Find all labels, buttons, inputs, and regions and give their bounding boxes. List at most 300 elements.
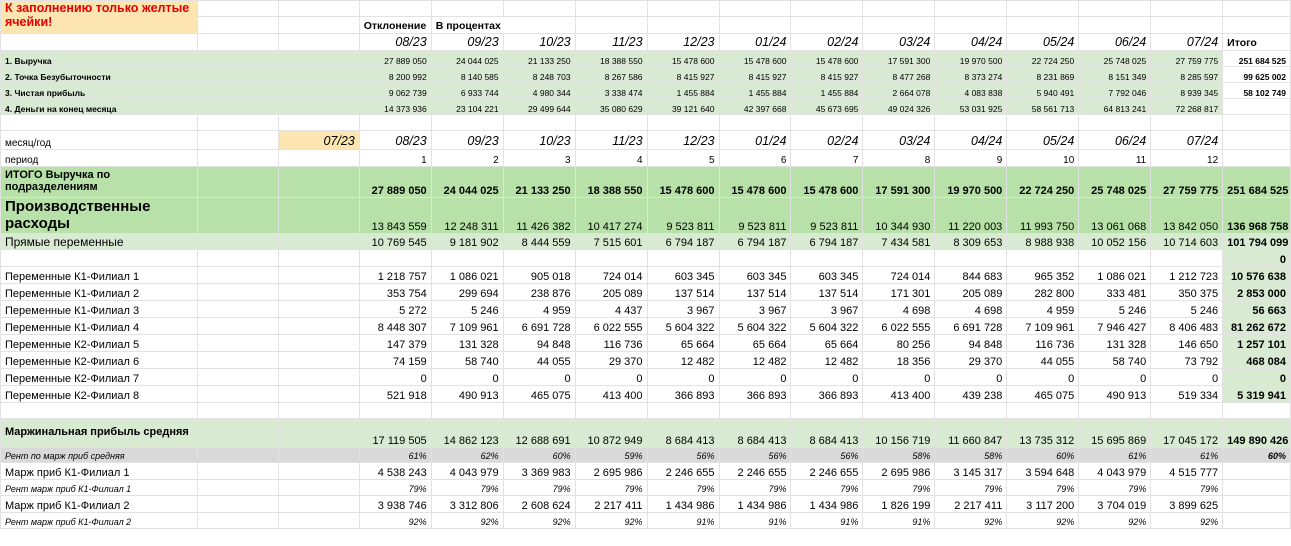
row-label[interactable]: Прямые переменные xyxy=(1,234,198,250)
empty-cell[interactable] xyxy=(1223,131,1291,150)
empty-cell[interactable] xyxy=(1,250,198,267)
notice-cell[interactable]: К заполнению только желтые ячейки! xyxy=(1,1,198,34)
value-cell[interactable]: 8 448 307 xyxy=(359,318,431,335)
value-cell[interactable]: 21 133 250 xyxy=(503,51,575,67)
value-cell[interactable]: 6 022 555 xyxy=(863,318,935,335)
value-cell[interactable]: 8 477 268 xyxy=(863,67,935,83)
value-cell[interactable]: 24 044 025 xyxy=(431,167,503,198)
value-cell[interactable]: 92% xyxy=(1007,513,1079,529)
row-label[interactable]: месяц/год xyxy=(1,131,198,150)
value-cell[interactable]: 413 400 xyxy=(575,386,647,403)
value-cell[interactable]: 17 045 172 xyxy=(1151,419,1223,448)
period-cell[interactable]: 6 xyxy=(719,150,791,167)
month-cell[interactable]: 10/23 xyxy=(503,131,575,150)
value-cell[interactable]: 13 735 312 xyxy=(1007,419,1079,448)
row-label[interactable]: Производственные расходы xyxy=(1,198,198,234)
value-cell[interactable]: 91% xyxy=(791,513,863,529)
value-cell[interactable]: 39 121 640 xyxy=(647,99,719,115)
empty-cell[interactable] xyxy=(1151,403,1223,419)
value-cell[interactable]: 15 695 869 xyxy=(1079,419,1151,448)
row-label[interactable]: Переменные К2-Филиал 6 xyxy=(1,352,198,369)
value-cell[interactable]: 0 xyxy=(503,369,575,386)
row-label[interactable]: Переменные К2-Филиал 8 xyxy=(1,386,198,403)
value-cell[interactable]: 8 151 349 xyxy=(1079,67,1151,83)
empty-cell[interactable] xyxy=(197,131,278,150)
total-cell[interactable]: 136 968 758 xyxy=(1223,198,1291,234)
row-label[interactable]: Рент марж приб К1-Филиал 1 xyxy=(1,480,198,496)
empty-cell[interactable] xyxy=(935,17,1007,34)
value-cell[interactable]: 11 220 003 xyxy=(935,198,1007,234)
value-cell[interactable]: 3 899 625 xyxy=(1151,496,1223,513)
value-cell[interactable]: 19 970 500 xyxy=(935,167,1007,198)
empty-cell[interactable] xyxy=(279,480,359,496)
value-cell[interactable]: 8 415 927 xyxy=(719,67,791,83)
value-cell[interactable]: 7 946 427 xyxy=(1079,318,1151,335)
value-cell[interactable]: 353 754 xyxy=(359,284,431,301)
empty-cell[interactable] xyxy=(575,250,647,267)
value-cell[interactable]: 79% xyxy=(647,480,719,496)
value-cell[interactable]: 58 740 xyxy=(431,352,503,369)
total-cell[interactable]: 251 684 525 xyxy=(1223,51,1291,67)
empty-cell[interactable] xyxy=(719,403,791,419)
month-header[interactable]: 01/24 xyxy=(719,34,791,51)
value-cell[interactable]: 1 218 757 xyxy=(359,267,431,284)
value-cell[interactable]: 9 181 902 xyxy=(431,234,503,250)
value-cell[interactable]: 29 499 644 xyxy=(503,99,575,115)
value-cell[interactable]: 4 538 243 xyxy=(359,463,431,480)
empty-cell[interactable] xyxy=(197,403,278,419)
value-cell[interactable]: 2 695 986 xyxy=(863,463,935,480)
value-cell[interactable]: 137 514 xyxy=(647,284,719,301)
empty-cell[interactable] xyxy=(431,403,503,419)
month-header[interactable]: 05/24 xyxy=(1007,34,1079,51)
month-header[interactable]: 11/23 xyxy=(575,34,647,51)
value-cell[interactable]: 60% xyxy=(503,448,575,463)
value-cell[interactable]: 7 515 601 xyxy=(575,234,647,250)
value-cell[interactable]: 44 055 xyxy=(1007,352,1079,369)
value-cell[interactable]: 58% xyxy=(935,448,1007,463)
empty-cell[interactable] xyxy=(197,284,278,301)
value-cell[interactable]: 29 370 xyxy=(575,352,647,369)
value-cell[interactable]: 2 217 411 xyxy=(935,496,1007,513)
value-cell[interactable]: 299 694 xyxy=(431,284,503,301)
value-cell[interactable]: 146 650 xyxy=(1151,335,1223,352)
value-cell[interactable]: 13 843 559 xyxy=(359,198,431,234)
value-cell[interactable]: 0 xyxy=(863,369,935,386)
empty-cell[interactable] xyxy=(791,17,863,34)
month-header[interactable]: 06/24 xyxy=(1079,34,1151,51)
empty-cell[interactable] xyxy=(279,301,359,318)
month-cell[interactable]: 11/23 xyxy=(575,131,647,150)
value-cell[interactable]: 49 024 326 xyxy=(863,99,935,115)
value-cell[interactable]: 366 893 xyxy=(719,386,791,403)
empty-cell[interactable] xyxy=(503,1,575,17)
month-header[interactable]: 10/23 xyxy=(503,34,575,51)
row-label[interactable]: 1. Выручка xyxy=(1,51,360,67)
value-cell[interactable]: 5 246 xyxy=(431,301,503,318)
empty-cell[interactable] xyxy=(197,250,278,267)
total-cell[interactable] xyxy=(1223,496,1291,513)
value-cell[interactable]: 5 604 322 xyxy=(791,318,863,335)
value-cell[interactable]: 8 406 483 xyxy=(1151,318,1223,335)
value-cell[interactable]: 0 xyxy=(575,369,647,386)
value-cell[interactable]: 94 848 xyxy=(503,335,575,352)
value-cell[interactable]: 91% xyxy=(647,513,719,529)
empty-cell[interactable] xyxy=(279,1,359,17)
empty-cell[interactable] xyxy=(197,369,278,386)
value-cell[interactable]: 0 xyxy=(719,369,791,386)
value-cell[interactable]: 0 xyxy=(647,369,719,386)
value-cell[interactable]: 490 913 xyxy=(431,386,503,403)
value-cell[interactable]: 3 338 474 xyxy=(575,83,647,99)
empty-cell[interactable] xyxy=(503,403,575,419)
value-cell[interactable]: 465 075 xyxy=(503,386,575,403)
value-cell[interactable]: 14 862 123 xyxy=(431,419,503,448)
value-cell[interactable]: 3 312 806 xyxy=(431,496,503,513)
value-cell[interactable]: 6 933 744 xyxy=(431,83,503,99)
empty-cell[interactable] xyxy=(197,318,278,335)
value-cell[interactable]: 4 980 344 xyxy=(503,83,575,99)
empty-cell[interactable] xyxy=(935,1,1007,17)
value-cell[interactable]: 15 478 600 xyxy=(719,167,791,198)
empty-cell[interactable] xyxy=(279,34,359,51)
value-cell[interactable]: 8 309 653 xyxy=(935,234,1007,250)
value-cell[interactable]: 5 272 xyxy=(359,301,431,318)
value-cell[interactable]: 8 684 413 xyxy=(647,419,719,448)
empty-cell[interactable] xyxy=(279,463,359,480)
value-cell[interactable]: 965 352 xyxy=(1007,267,1079,284)
empty-cell[interactable] xyxy=(1151,115,1223,131)
total-cell[interactable] xyxy=(1223,99,1291,115)
value-cell[interactable]: 5 246 xyxy=(1079,301,1151,318)
month-cell[interactable]: 12/23 xyxy=(647,131,719,150)
value-cell[interactable]: 8 140 585 xyxy=(431,67,503,83)
value-cell[interactable]: 92% xyxy=(935,513,1007,529)
value-cell[interactable]: 7 434 581 xyxy=(863,234,935,250)
value-cell[interactable]: 1 826 199 xyxy=(863,496,935,513)
row-label[interactable]: Переменные К1-Филиал 2 xyxy=(1,284,198,301)
value-cell[interactable]: 603 345 xyxy=(791,267,863,284)
value-cell[interactable]: 15 478 600 xyxy=(647,51,719,67)
value-cell[interactable]: 2 608 624 xyxy=(503,496,575,513)
value-cell[interactable]: 11 426 382 xyxy=(503,198,575,234)
value-cell[interactable]: 844 683 xyxy=(935,267,1007,284)
empty-cell[interactable] xyxy=(935,250,1007,267)
value-cell[interactable]: 79% xyxy=(503,480,575,496)
empty-cell[interactable] xyxy=(719,1,791,17)
empty-cell[interactable] xyxy=(279,234,359,250)
empty-cell[interactable] xyxy=(575,403,647,419)
value-cell[interactable]: 53 031 925 xyxy=(935,99,1007,115)
value-cell[interactable]: 8 200 992 xyxy=(359,67,431,83)
total-cell[interactable] xyxy=(1223,480,1291,496)
value-cell[interactable]: 6 691 728 xyxy=(503,318,575,335)
value-cell[interactable]: 35 080 629 xyxy=(575,99,647,115)
value-cell[interactable]: 60% xyxy=(1007,448,1079,463)
empty-cell[interactable] xyxy=(1079,403,1151,419)
value-cell[interactable]: 8 988 938 xyxy=(1007,234,1079,250)
empty-cell[interactable] xyxy=(863,115,935,131)
empty-cell[interactable] xyxy=(279,496,359,513)
empty-cell[interactable] xyxy=(791,403,863,419)
empty-cell[interactable] xyxy=(431,115,503,131)
value-cell[interactable]: 4 437 xyxy=(575,301,647,318)
value-cell[interactable]: 42 397 668 xyxy=(719,99,791,115)
row-label[interactable]: Рент по марж приб средняя xyxy=(1,448,198,463)
empty-cell[interactable] xyxy=(935,115,1007,131)
value-cell[interactable]: 17 119 505 xyxy=(359,419,431,448)
value-cell[interactable]: 18 356 xyxy=(863,352,935,369)
value-cell[interactable]: 0 xyxy=(1007,369,1079,386)
month-header[interactable]: 07/24 xyxy=(1151,34,1223,51)
value-cell[interactable]: 350 375 xyxy=(1151,284,1223,301)
total-cell[interactable]: 0 xyxy=(1223,369,1291,386)
empty-cell[interactable] xyxy=(279,386,359,403)
empty-cell[interactable] xyxy=(575,1,647,17)
value-cell[interactable]: 6 022 555 xyxy=(575,318,647,335)
value-cell[interactable]: 205 089 xyxy=(575,284,647,301)
value-cell[interactable]: 147 379 xyxy=(359,335,431,352)
row-label[interactable]: Маржинальная прибыль средняя xyxy=(1,419,198,448)
empty-cell[interactable] xyxy=(431,250,503,267)
row-label[interactable]: Марж приб К1-Филиал 1 xyxy=(1,463,198,480)
period-cell[interactable]: 2 xyxy=(431,150,503,167)
empty-cell[interactable] xyxy=(1223,1,1291,17)
value-cell[interactable]: 65 664 xyxy=(719,335,791,352)
empty-cell[interactable] xyxy=(279,284,359,301)
empty-cell[interactable] xyxy=(197,513,278,529)
empty-cell[interactable] xyxy=(197,463,278,480)
month-cell[interactable]: 04/24 xyxy=(935,131,1007,150)
value-cell[interactable]: 3 967 xyxy=(719,301,791,318)
value-cell[interactable]: 92% xyxy=(359,513,431,529)
value-cell[interactable]: 10 769 545 xyxy=(359,234,431,250)
value-cell[interactable]: 5 604 322 xyxy=(719,318,791,335)
value-cell[interactable]: 19 970 500 xyxy=(935,51,1007,67)
month-input-cell[interactable]: 07/23 xyxy=(279,131,359,150)
empty-cell[interactable] xyxy=(197,17,278,34)
total-cell[interactable]: 251 684 525 xyxy=(1223,167,1291,198)
value-cell[interactable]: 10 872 949 xyxy=(575,419,647,448)
value-cell[interactable]: 5 604 322 xyxy=(647,318,719,335)
empty-cell[interactable] xyxy=(647,403,719,419)
total-cell[interactable]: 1 257 101 xyxy=(1223,335,1291,352)
value-cell[interactable]: 92% xyxy=(503,513,575,529)
value-cell[interactable]: 1 434 986 xyxy=(791,496,863,513)
value-cell[interactable]: 79% xyxy=(359,480,431,496)
empty-cell[interactable] xyxy=(197,496,278,513)
value-cell[interactable]: 79% xyxy=(719,480,791,496)
month-header[interactable]: 02/24 xyxy=(791,34,863,51)
total-cell[interactable]: 81 262 672 xyxy=(1223,318,1291,335)
empty-cell[interactable] xyxy=(197,198,278,234)
value-cell[interactable]: 2 246 655 xyxy=(647,463,719,480)
value-cell[interactable]: 11 660 847 xyxy=(935,419,1007,448)
total-cell[interactable]: 5 319 941 xyxy=(1223,386,1291,403)
value-cell[interactable]: 92% xyxy=(1079,513,1151,529)
value-cell[interactable]: 58% xyxy=(863,448,935,463)
row-label[interactable]: 3. Чистая прибыль xyxy=(1,83,360,99)
empty-cell[interactable] xyxy=(1007,250,1079,267)
value-cell[interactable]: 6 794 187 xyxy=(647,234,719,250)
value-cell[interactable]: 366 893 xyxy=(791,386,863,403)
value-cell[interactable]: 490 913 xyxy=(1079,386,1151,403)
empty-cell[interactable] xyxy=(197,352,278,369)
value-cell[interactable]: 6 691 728 xyxy=(935,318,1007,335)
month-cell[interactable]: 02/24 xyxy=(791,131,863,150)
empty-cell[interactable] xyxy=(359,403,431,419)
value-cell[interactable]: 8 267 586 xyxy=(575,67,647,83)
value-cell[interactable]: 0 xyxy=(431,369,503,386)
value-cell[interactable]: 0 xyxy=(359,369,431,386)
empty-cell[interactable] xyxy=(503,115,575,131)
value-cell[interactable]: 4 959 xyxy=(503,301,575,318)
value-cell[interactable]: 137 514 xyxy=(719,284,791,301)
value-cell[interactable]: 3 145 317 xyxy=(935,463,1007,480)
empty-cell[interactable] xyxy=(1,403,198,419)
value-cell[interactable]: 10 417 274 xyxy=(575,198,647,234)
value-cell[interactable]: 64 813 241 xyxy=(1079,99,1151,115)
empty-cell[interactable] xyxy=(719,250,791,267)
value-cell[interactable]: 12 482 xyxy=(647,352,719,369)
empty-cell[interactable] xyxy=(279,352,359,369)
value-cell[interactable]: 61% xyxy=(1079,448,1151,463)
value-cell[interactable]: 3 594 648 xyxy=(1007,463,1079,480)
value-cell[interactable]: 1 455 884 xyxy=(791,83,863,99)
empty-cell[interactable] xyxy=(719,17,791,34)
value-cell[interactable]: 15 478 600 xyxy=(647,167,719,198)
empty-cell[interactable] xyxy=(1,34,198,51)
empty-cell[interactable] xyxy=(791,250,863,267)
total-cell[interactable]: 149 890 426 xyxy=(1223,419,1291,448)
empty-cell[interactable] xyxy=(197,448,278,463)
value-cell[interactable]: 3 967 xyxy=(791,301,863,318)
empty-cell[interactable] xyxy=(647,250,719,267)
value-cell[interactable]: 1 434 986 xyxy=(719,496,791,513)
value-cell[interactable]: 79% xyxy=(1079,480,1151,496)
empty-cell[interactable] xyxy=(359,1,431,17)
value-cell[interactable]: 3 938 746 xyxy=(359,496,431,513)
value-cell[interactable]: 3 369 983 xyxy=(503,463,575,480)
value-cell[interactable]: 92% xyxy=(431,513,503,529)
value-cell[interactable]: 14 373 936 xyxy=(359,99,431,115)
value-cell[interactable]: 1 455 884 xyxy=(647,83,719,99)
value-cell[interactable]: 21 133 250 xyxy=(503,167,575,198)
value-cell[interactable]: 44 055 xyxy=(503,352,575,369)
empty-cell[interactable] xyxy=(359,115,431,131)
empty-cell[interactable] xyxy=(279,403,359,419)
period-cell[interactable]: 3 xyxy=(503,150,575,167)
value-cell[interactable]: 8 415 927 xyxy=(647,67,719,83)
empty-cell[interactable] xyxy=(197,115,278,131)
value-cell[interactable]: 94 848 xyxy=(935,335,1007,352)
empty-cell[interactable] xyxy=(647,115,719,131)
total-cell[interactable] xyxy=(1223,463,1291,480)
value-cell[interactable]: 171 301 xyxy=(863,284,935,301)
value-cell[interactable]: 519 334 xyxy=(1151,386,1223,403)
value-cell[interactable]: 8 231 869 xyxy=(1007,67,1079,83)
value-cell[interactable]: 25 748 025 xyxy=(1079,51,1151,67)
total-cell[interactable]: 60% xyxy=(1223,448,1291,463)
empty-cell[interactable] xyxy=(197,335,278,352)
header-percent[interactable]: В процентах xyxy=(431,17,575,34)
empty-cell[interactable] xyxy=(1079,1,1151,17)
value-cell[interactable]: 413 400 xyxy=(863,386,935,403)
empty-cell[interactable] xyxy=(1007,1,1079,17)
value-cell[interactable]: 79% xyxy=(1007,480,1079,496)
month-header[interactable]: 04/24 xyxy=(935,34,1007,51)
value-cell[interactable]: 10 052 156 xyxy=(1079,234,1151,250)
total-cell[interactable]: 468 084 xyxy=(1223,352,1291,369)
empty-cell[interactable] xyxy=(359,250,431,267)
value-cell[interactable]: 61% xyxy=(359,448,431,463)
value-cell[interactable]: 56% xyxy=(719,448,791,463)
value-cell[interactable]: 439 238 xyxy=(935,386,1007,403)
value-cell[interactable]: 2 695 986 xyxy=(575,463,647,480)
value-cell[interactable]: 131 328 xyxy=(1079,335,1151,352)
empty-cell[interactable] xyxy=(279,419,359,448)
month-cell[interactable]: 03/24 xyxy=(863,131,935,150)
header-deviation[interactable]: Отклонение xyxy=(359,17,431,34)
value-cell[interactable]: 7 109 961 xyxy=(431,318,503,335)
value-cell[interactable]: 4 698 xyxy=(935,301,1007,318)
value-cell[interactable]: 8 248 703 xyxy=(503,67,575,83)
value-cell[interactable]: 65 664 xyxy=(647,335,719,352)
empty-cell[interactable] xyxy=(575,115,647,131)
month-header[interactable]: 12/23 xyxy=(647,34,719,51)
value-cell[interactable]: 2 246 655 xyxy=(791,463,863,480)
value-cell[interactable]: 282 800 xyxy=(1007,284,1079,301)
empty-cell[interactable] xyxy=(197,386,278,403)
value-cell[interactable]: 11 993 750 xyxy=(1007,198,1079,234)
value-cell[interactable]: 27 759 775 xyxy=(1151,167,1223,198)
value-cell[interactable]: 12 482 xyxy=(791,352,863,369)
period-cell[interactable]: 10 xyxy=(1007,150,1079,167)
value-cell[interactable]: 10 714 603 xyxy=(1151,234,1223,250)
value-cell[interactable]: 72 268 817 xyxy=(1151,99,1223,115)
empty-cell[interactable] xyxy=(1007,403,1079,419)
total-cell[interactable]: 0 xyxy=(1223,250,1291,267)
value-cell[interactable]: 91% xyxy=(719,513,791,529)
value-cell[interactable]: 25 748 025 xyxy=(1079,167,1151,198)
empty-cell[interactable] xyxy=(1079,115,1151,131)
empty-cell[interactable] xyxy=(1079,17,1151,34)
value-cell[interactable]: 79% xyxy=(935,480,1007,496)
empty-cell[interactable] xyxy=(279,267,359,284)
month-header[interactable]: 09/23 xyxy=(431,34,503,51)
empty-cell[interactable] xyxy=(503,250,575,267)
value-cell[interactable]: 4 698 xyxy=(863,301,935,318)
empty-cell[interactable] xyxy=(719,115,791,131)
value-cell[interactable]: 79% xyxy=(791,480,863,496)
month-header[interactable]: 03/24 xyxy=(863,34,935,51)
value-cell[interactable]: 238 876 xyxy=(503,284,575,301)
empty-cell[interactable] xyxy=(1,115,198,131)
value-cell[interactable]: 333 481 xyxy=(1079,284,1151,301)
empty-cell[interactable] xyxy=(279,17,359,34)
value-cell[interactable]: 79% xyxy=(431,480,503,496)
value-cell[interactable]: 22 724 250 xyxy=(1007,51,1079,67)
itogo-header[interactable]: Итого xyxy=(1223,34,1291,51)
value-cell[interactable]: 12 688 691 xyxy=(503,419,575,448)
row-label[interactable]: Переменные К2-Филиал 7 xyxy=(1,369,198,386)
value-cell[interactable]: 13 061 068 xyxy=(1079,198,1151,234)
value-cell[interactable]: 5 246 xyxy=(1151,301,1223,318)
period-cell[interactable]: 1 xyxy=(359,150,431,167)
row-label[interactable]: Рент марж приб К1-Филиал 2 xyxy=(1,513,198,529)
value-cell[interactable]: 27 889 050 xyxy=(359,167,431,198)
value-cell[interactable]: 1 434 986 xyxy=(647,496,719,513)
